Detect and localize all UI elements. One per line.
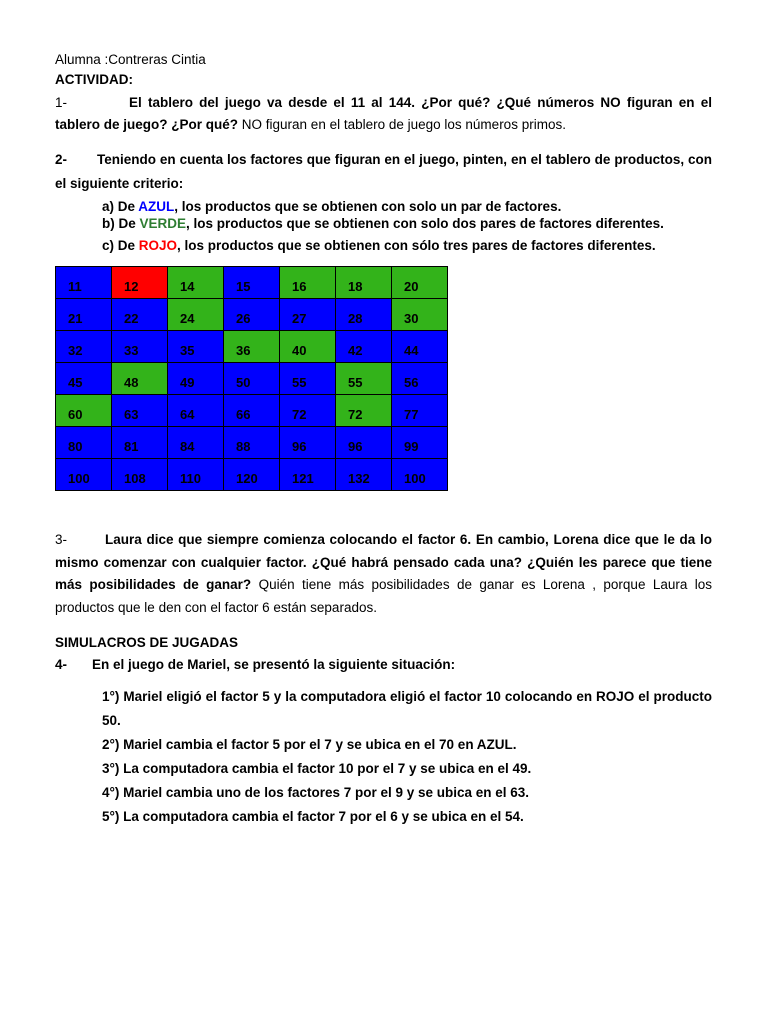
board-cell: 11 [56, 267, 112, 299]
section-title: SIMULACROS DE JUGADAS [55, 635, 239, 650]
board-cell: 45 [56, 363, 112, 395]
board-cell: 20 [392, 267, 448, 299]
question-4-number: 4- [55, 657, 68, 672]
play-steps [55, 685, 712, 829]
step-3: 3°) La computadora cambia el factor 10 por el 7 y se ubica en el 49. [102, 761, 532, 776]
board-row [56, 299, 448, 331]
criterion-blue: a) De AZUL, los productos que se obtienen con solo un par de factores. [102, 199, 562, 214]
activity-title: ACTIVIDAD: [55, 72, 133, 87]
board-cell: 108 [112, 459, 168, 491]
step-5: 5°) La computadora cambia el factor 7 por el 6 y se ubica en el 54. [102, 809, 524, 824]
board-row [56, 363, 448, 395]
board-cell: 42 [336, 331, 392, 363]
board-cell: 33 [112, 331, 168, 363]
question-1-number: 1- [55, 95, 68, 110]
board-cell: 84 [168, 427, 224, 459]
board-cell: 21 [56, 299, 112, 331]
board-cell: 55 [336, 363, 392, 395]
board-row [56, 331, 448, 363]
board-cell: 36 [224, 331, 280, 363]
board-cell: 32 [56, 331, 112, 363]
board-cell: 16 [280, 267, 336, 299]
question-2-number: 2- [55, 152, 68, 167]
board-cell: 44 [392, 331, 448, 363]
color-criteria-list [55, 198, 712, 258]
board-row [56, 427, 448, 459]
board-cell: 14 [168, 267, 224, 299]
board-cell: 100 [56, 459, 112, 491]
products-board [55, 266, 448, 491]
question-1 [55, 92, 712, 136]
board-cell: 55 [280, 363, 336, 395]
board-cell: 30 [392, 299, 448, 331]
board-cell: 96 [280, 427, 336, 459]
step-1: 1°) Mariel eligió el factor 5 y la computadora eligió el factor 10 colocando en ROJO el producto 50. [102, 689, 712, 728]
board-cell: 24 [168, 299, 224, 331]
board-cell: 27 [280, 299, 336, 331]
board-cell: 96 [336, 427, 392, 459]
board-cell: 66 [224, 395, 280, 427]
document-page [55, 50, 712, 829]
board-cell: 60 [56, 395, 112, 427]
step-4: 4°) Mariel cambia uno de los factores 7 por el 9 y se ubica en el 63. [102, 785, 530, 800]
criterion-red: c) De ROJO, los productos que se obtienen con sólo tres pares de factores diferentes. [102, 238, 656, 253]
board-cell: 88 [224, 427, 280, 459]
board-cell: 99 [392, 427, 448, 459]
board-cell: 49 [168, 363, 224, 395]
board-cell: 28 [336, 299, 392, 331]
board-cell: 35 [168, 331, 224, 363]
question-4-text: En el juego de Mariel, se presentó la siguiente situación: [92, 657, 456, 672]
board-cell: 64 [168, 395, 224, 427]
board-row [56, 459, 448, 491]
board-cell: 48 [112, 363, 168, 395]
board-cell: 100 [392, 459, 448, 491]
board-cell: 77 [392, 395, 448, 427]
board-cell: 80 [56, 427, 112, 459]
question-1-text: El tablero del juego va desde el 11 al 144. ¿Por qué? ¿Qué números NO figuran en el tablero de juego? ¿Por qué? [55, 95, 712, 132]
board-cell: 110 [168, 459, 224, 491]
board-cell: 56 [392, 363, 448, 395]
board-cell: 132 [336, 459, 392, 491]
question-2 [55, 148, 712, 196]
board-cell: 72 [336, 395, 392, 427]
question-3-answer: Quién tiene más posibilidades de ganar es Lorena , porque Laura los productos que le den con el factor 6 están separados. [55, 577, 712, 615]
board-cell: 50 [224, 363, 280, 395]
board-cell: 63 [112, 395, 168, 427]
board-cell: 18 [336, 267, 392, 299]
question-3-number: 3- [55, 532, 68, 547]
board-cell: 26 [224, 299, 280, 331]
question-3-text: Laura dice que siempre comienza colocando el factor 6. En cambio, Lorena dice que le da lo mismo comenzar con cualquier factor. ¿Qué habrá pensado cada una? ¿Quién les parece que tiene más posibilidades de ganar? [55, 532, 712, 592]
board-cell: 15 [224, 267, 280, 299]
board-cell: 81 [112, 427, 168, 459]
question-3 [55, 529, 712, 619]
board-row [56, 395, 448, 427]
student-name: Alumna :Contreras Cintia [55, 52, 206, 67]
question-2-text: Teniendo en cuenta los factores que figuran en el juego, pinten, en el tablero de productos, con el siguiente criterio: [55, 152, 712, 191]
board-cell: 120 [224, 459, 280, 491]
board-cell: 72 [280, 395, 336, 427]
question-4 [55, 653, 712, 677]
question-1-answer: NO figuran en el tablero de juego los números primos. [241, 117, 566, 132]
step-2: 2°) Mariel cambia el factor 5 por el 7 y se ubica en el 70 en AZUL. [102, 737, 517, 752]
board-cell: 22 [112, 299, 168, 331]
board-cell: 40 [280, 331, 336, 363]
criterion-green: b) De VERDE, los productos que se obtienen con solo dos pares de factores diferentes. [102, 216, 664, 231]
board-cell: 12 [112, 267, 168, 299]
board-cell: 121 [280, 459, 336, 491]
board-row [56, 267, 448, 299]
